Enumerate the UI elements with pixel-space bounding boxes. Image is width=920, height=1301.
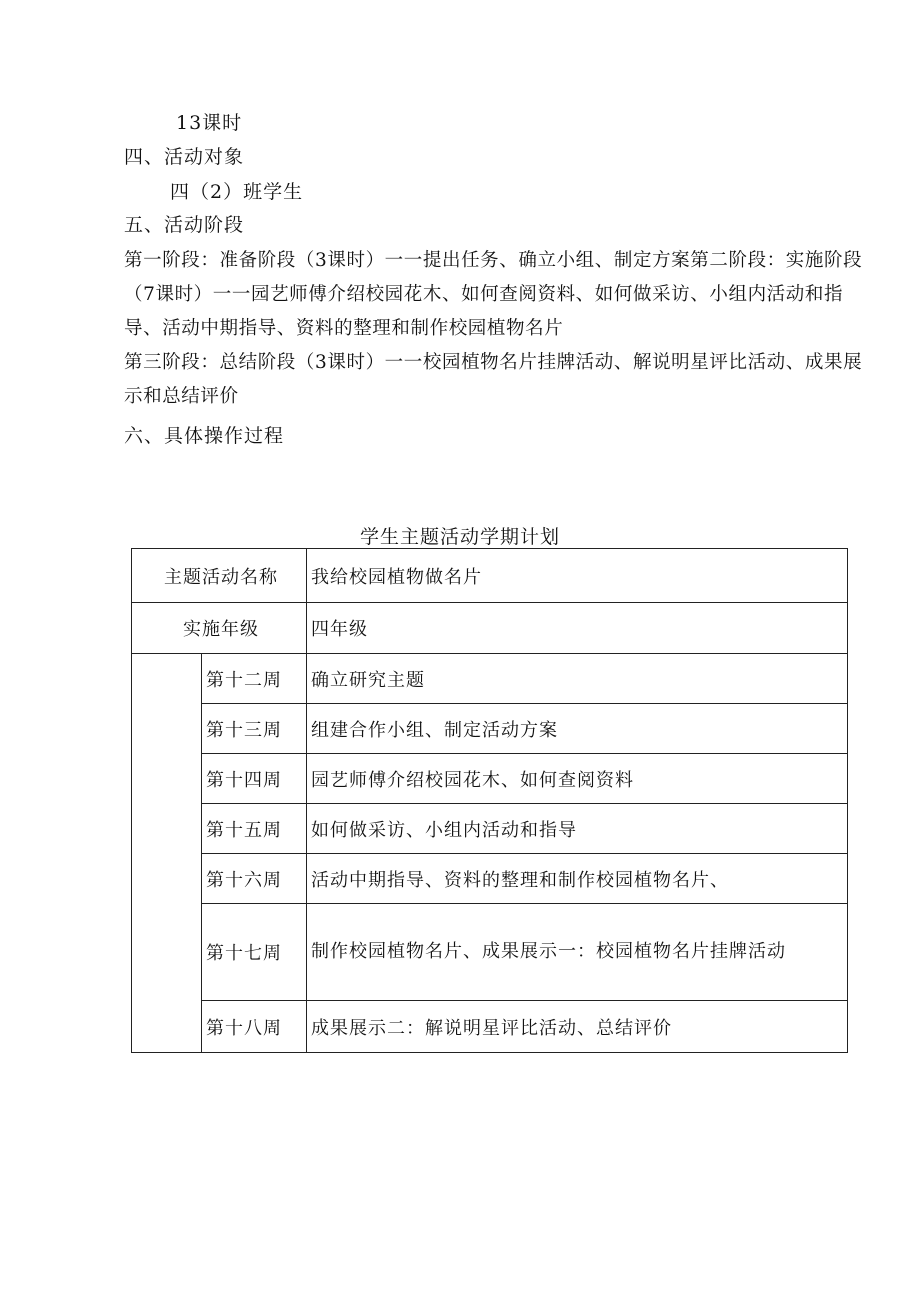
stage-3-paragraph: 第三阶段：总结阶段（3课时）一一校园植物名片挂牌活动、解说明星评比活动、成果展示和总结评价 — [124, 352, 863, 407]
table-row — [132, 603, 848, 654]
table-caption: 学生主题活动学期计划 — [359, 526, 560, 548]
week-cell: 第十二周 — [202, 654, 307, 704]
week-cell: 第十三周 — [202, 704, 307, 754]
table-row — [132, 854, 848, 904]
table-row — [132, 704, 848, 754]
section4-title: 四、活动对象 — [124, 146, 245, 168]
week-content-cell: 制作校园植物名片、成果展示一：校园植物名片挂牌活动 — [307, 904, 848, 1001]
week-cell: 第十六周 — [202, 854, 307, 904]
week-cell: 第十四周 — [202, 754, 307, 804]
hours-line: 13课时 — [176, 112, 243, 134]
table-row — [132, 654, 848, 704]
table-row — [132, 1001, 848, 1053]
merged-blank-cell — [132, 654, 202, 1053]
week-content-cell: 组建合作小组、制定活动方案 — [307, 704, 848, 754]
table-row — [132, 549, 848, 603]
week-cell: 第十七周 — [202, 904, 307, 1001]
grade-value: 四年级 — [307, 603, 848, 654]
week-content-cell: 园艺师傅介绍校园花木、如何查阅资料 — [307, 754, 848, 804]
activity-plan-table — [131, 548, 848, 1053]
week-content-cell: 如何做采访、小组内活动和指导 — [307, 804, 848, 854]
stage-1-2-paragraph: 第一阶段：准备阶段（3课时）一一提出任务、确立小组、制定方案第二阶段：实施阶段（7课时）一一园艺师傅介绍校园花木、如何查阅资料、如何做采访、小组内活动和指导、活动中期指导、资料的整理和制作校园植物名片 — [124, 250, 863, 339]
week-cell: 第十五周 — [202, 804, 307, 854]
table-row — [132, 754, 848, 804]
activity-name-label: 主题活动名称 — [132, 549, 307, 603]
section4-body: 四（2）班学生 — [170, 181, 304, 203]
table-row — [132, 904, 848, 1001]
activity-name-value: 我给校园植物做名片 — [307, 549, 848, 603]
section6-title: 六、具体操作过程 — [124, 425, 285, 447]
week-content-cell: 确立研究主题 — [307, 654, 848, 704]
table-row — [132, 804, 848, 854]
week-content-cell: 活动中期指导、资料的整理和制作校园植物名片、 — [307, 854, 848, 904]
week-content-cell: 成果展示二：解说明星评比活动、总结评价 — [307, 1001, 848, 1053]
section5-title: 五、活动阶段 — [124, 214, 245, 236]
grade-label: 实施年级 — [132, 603, 307, 654]
week-cell: 第十八周 — [202, 1001, 307, 1053]
